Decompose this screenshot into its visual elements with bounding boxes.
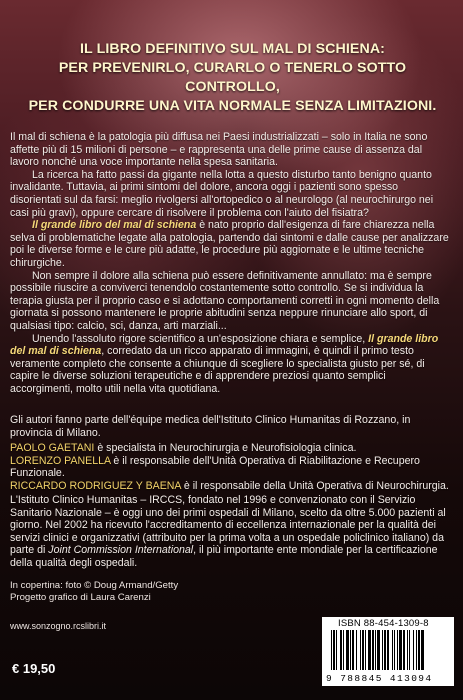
institute-text: L'Istituto Clinico Humanitas – IRCCS, fondato nel 1996 e convenzionato con il Servizio Sanitario Nazionale – è oggi uno dei primi ospedali di Milano, scelto da oltre 5.000 pazienti al giorno. Nel 2002 ha ricevuto l'accreditamento di eccellenza internazionale per la qualità dei servizi clinici e organizzativi (attribuito per la prima volta a un ospedale policlinico italiano) da parte di Joint Commission International, il più importante ente mondiale per la certificazione della qualità degli ospedali. [10,494,446,569]
book-title: Il grande libro del mal di schiena [32,219,197,232]
price: € 19,50 [12,661,56,676]
paragraph-2: La ricerca ha fatto passi da gigante nella lotta a questo disturbo tanto benigno quanto invalidante. Tuttavia, ai primi sintomi del dolore, ancora oggi i pazienti sono spesso disorientati sul da farsi: meglio rivolgersi all'ortopedico o al neurologo (al neurochirurgo nei casi più gravi), oppure cercare di risolvere il problema con l'aiuto del fisiatra? [10,168,434,219]
barcode-icon [331,630,449,670]
paragraph-5: Unendo l'assoluto rigore scientifico a un'esposizione chiara e semplice, Il grande libro del mal di schiena, corredato da un ricco apparato di immagini, è quindi il primo testo veramente completo che consente a chiunque di scegliere lo specialista giusto per sé, di capire le diverse soluzioni terapeutiche e di apprendere preziosi quanto semplici accorgimenti, molto utili nella vita quotidiana. [10,332,439,395]
cover-photo-credit: In copertina: foto © Doug Armand/Getty [10,580,179,591]
author-3: RICCARDO RODRIGUEZ Y BAENA è il responsabile della Unità Operativa di Neurochirurgia. [10,479,449,492]
author-name: RICCARDO RODRIGUEZ Y BAENA [10,479,181,492]
headline [20,40,445,116]
paragraph-4: Non sempre il dolore alla schiena può essere definitivamente annullato: ma è sempre possibile riuscire a conviverci tenendolo costantemente sotto controllo. Se si individua la terapia giusta per il proprio caso e si adottano comportamenti corretti in ogni momento della giornata si possono mantenere le proprie abitudini senza neppure rinunciare allo sport, di qualsiasi tipo: calcio, sci, danza, arti marziali... [10,269,440,332]
author-1: PAOLO GAETANI è specialista in Neurochirurgia e Neurofisiologia clinica. [10,442,357,455]
authors-intro: Gli autori fanno parte dell'équipe medica dell'Istituto Clinico Humanitas di Rozzano, in provincia di Milano. [10,414,411,439]
paragraph-3: Il grande libro del mal di schiena è nato proprio dall'esigenza di fare chiarezza nella selva di problematiche legate alla patologia, partendo dai sintomi e dalle cause per analizzare poi le diverse forme e le cure più adatte, le procedure più aggiornate e le ultime tecniche chirurgiche. [10,219,449,269]
headline-line-2: PER PREVENIRLO, CURARLO O TENERLO SOTTO CONTROLLO, [58,60,407,95]
jci-name: Joint Commission International [48,544,194,557]
author-2: LORENZO PANELLA è il responsabile dell'Unità Operativa di Riabilitazione e Recupero Funzionale. [10,454,420,480]
headline-line-3: PER CONDURRE UNA VITA NORMALE SENZA LIMITAZIONI. [28,98,437,114]
barcode-digits: 9 788845 413094 [326,673,433,684]
book-title: Il grande libro del mal di schiena [10,332,439,358]
authors-section [10,414,450,493]
isbn-number: ISBN 88-454-1309-8 [338,618,429,629]
author-name: PAOLO GAETANI [10,442,95,455]
design-credit: Progetto grafico di Laura Carenzi [10,592,151,603]
headline-line-1: IL LIBRO DEFINITIVO SUL MAL DI SCHIENA: [79,41,385,57]
paragraph-1: Il mal di schiena è la patologia più diffusa nei Paesi industrializzati – solo in Italia ne sono affette più di 15 milioni di persone – e rappresenta una delle prime cause di assenza dal lavoro nonché una voce importante nella spesa sanitaria. [10,131,428,169]
institute-section [10,494,450,570]
credits [10,580,178,604]
publisher-website[interactable]: www.sonzogno.rcslibri.it [10,621,107,631]
author-name: LORENZO PANELLA [10,454,111,467]
description [10,131,450,395]
barcode-panel [322,617,454,686]
